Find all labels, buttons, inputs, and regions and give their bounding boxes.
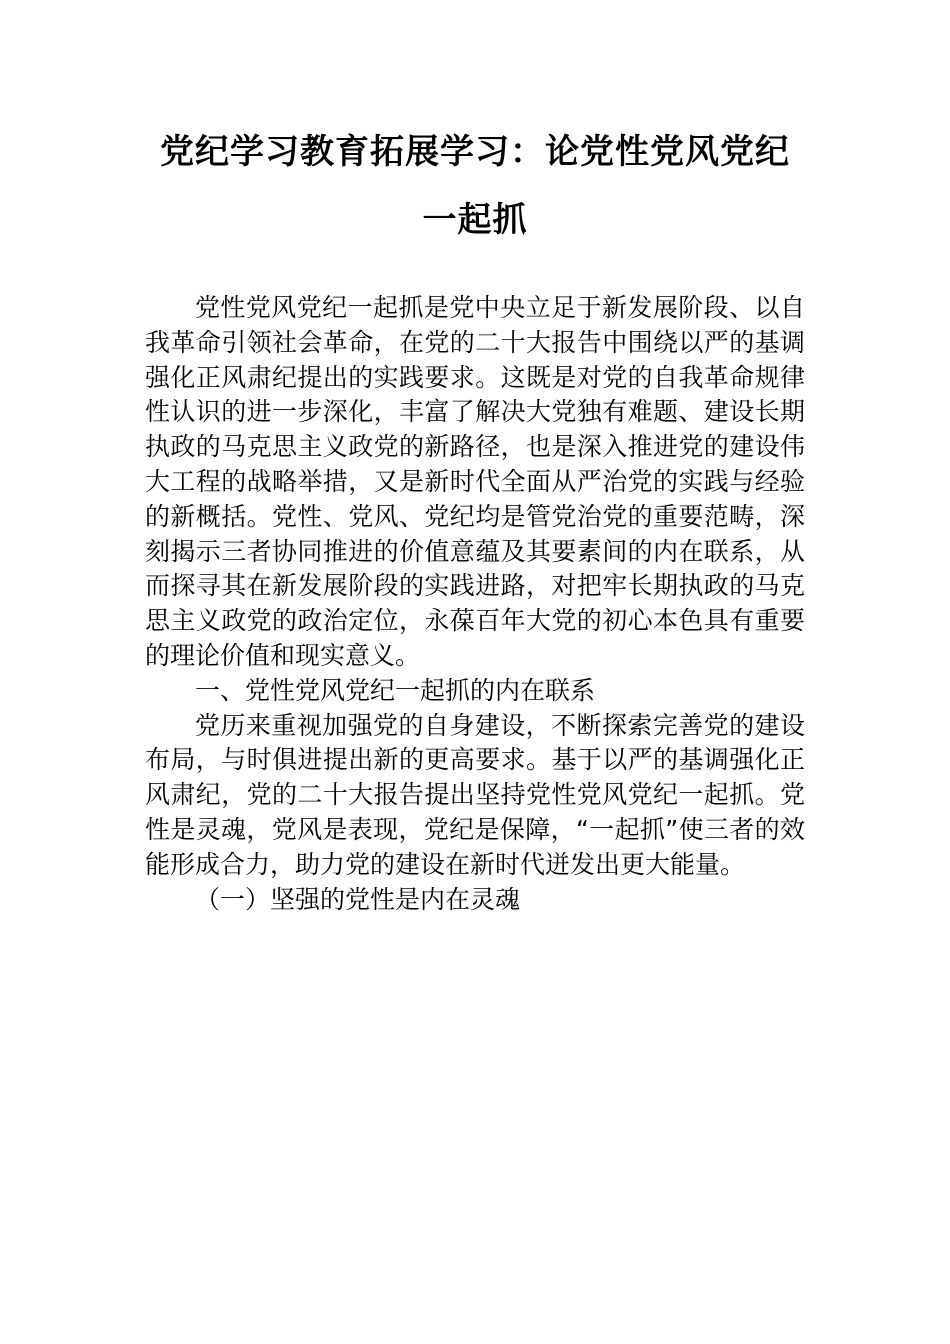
- document-title-line-1: 党纪学习教育拓展学习：论党性党风党纪: [160, 132, 790, 172]
- section-1-paragraph: 党历来重视加强党的自身建设，不断探索完善党的建设布局，与时俱进提出新的更高要求。基于以严的基调强化正风肃纪，党的二十大报告提出坚持党性党风党纪一起抓。党性是灵魂，党风是表现，党纪是保障，“一起抓”使三者的效能形成合力，助力党的建设在新时代迸发出更大能量。: [145, 710, 805, 879]
- document-body: [145, 291, 805, 917]
- intro-paragraph: 党性党风党纪一起抓是党中央立足于新发展阶段、以自我革命引领社会革命，在党的二十大报告中围绕以严的基调强化正风肃纪提出的实践要求。这既是对党的自我革命规律性认识的进一步深化，丰富了解决大党独有难题、建设长期执政的马克思主义政党的新路径，也是深入推进党的建设伟大工程的战略举措，又是新时代全面从严治党的实践与经验的新概括。党性、党风、党纪均是管党治党的重要范畴，深刻揭示三者协同推进的价值意蕴及其要素间的内在联系，从而探寻其在新发展阶段的实践进路，对把牢长期执政的马克思主义政党的政治定位，永葆百年大党的初心本色具有重要的理论价值和现实意义。: [145, 293, 805, 670]
- document-title-line-2: 一起抓: [422, 200, 528, 240]
- section-heading-1: 一、党性党风党纪一起抓的内在联系: [195, 675, 596, 705]
- subsection-heading-1: （一）坚强的党性是内在灵魂: [195, 884, 521, 914]
